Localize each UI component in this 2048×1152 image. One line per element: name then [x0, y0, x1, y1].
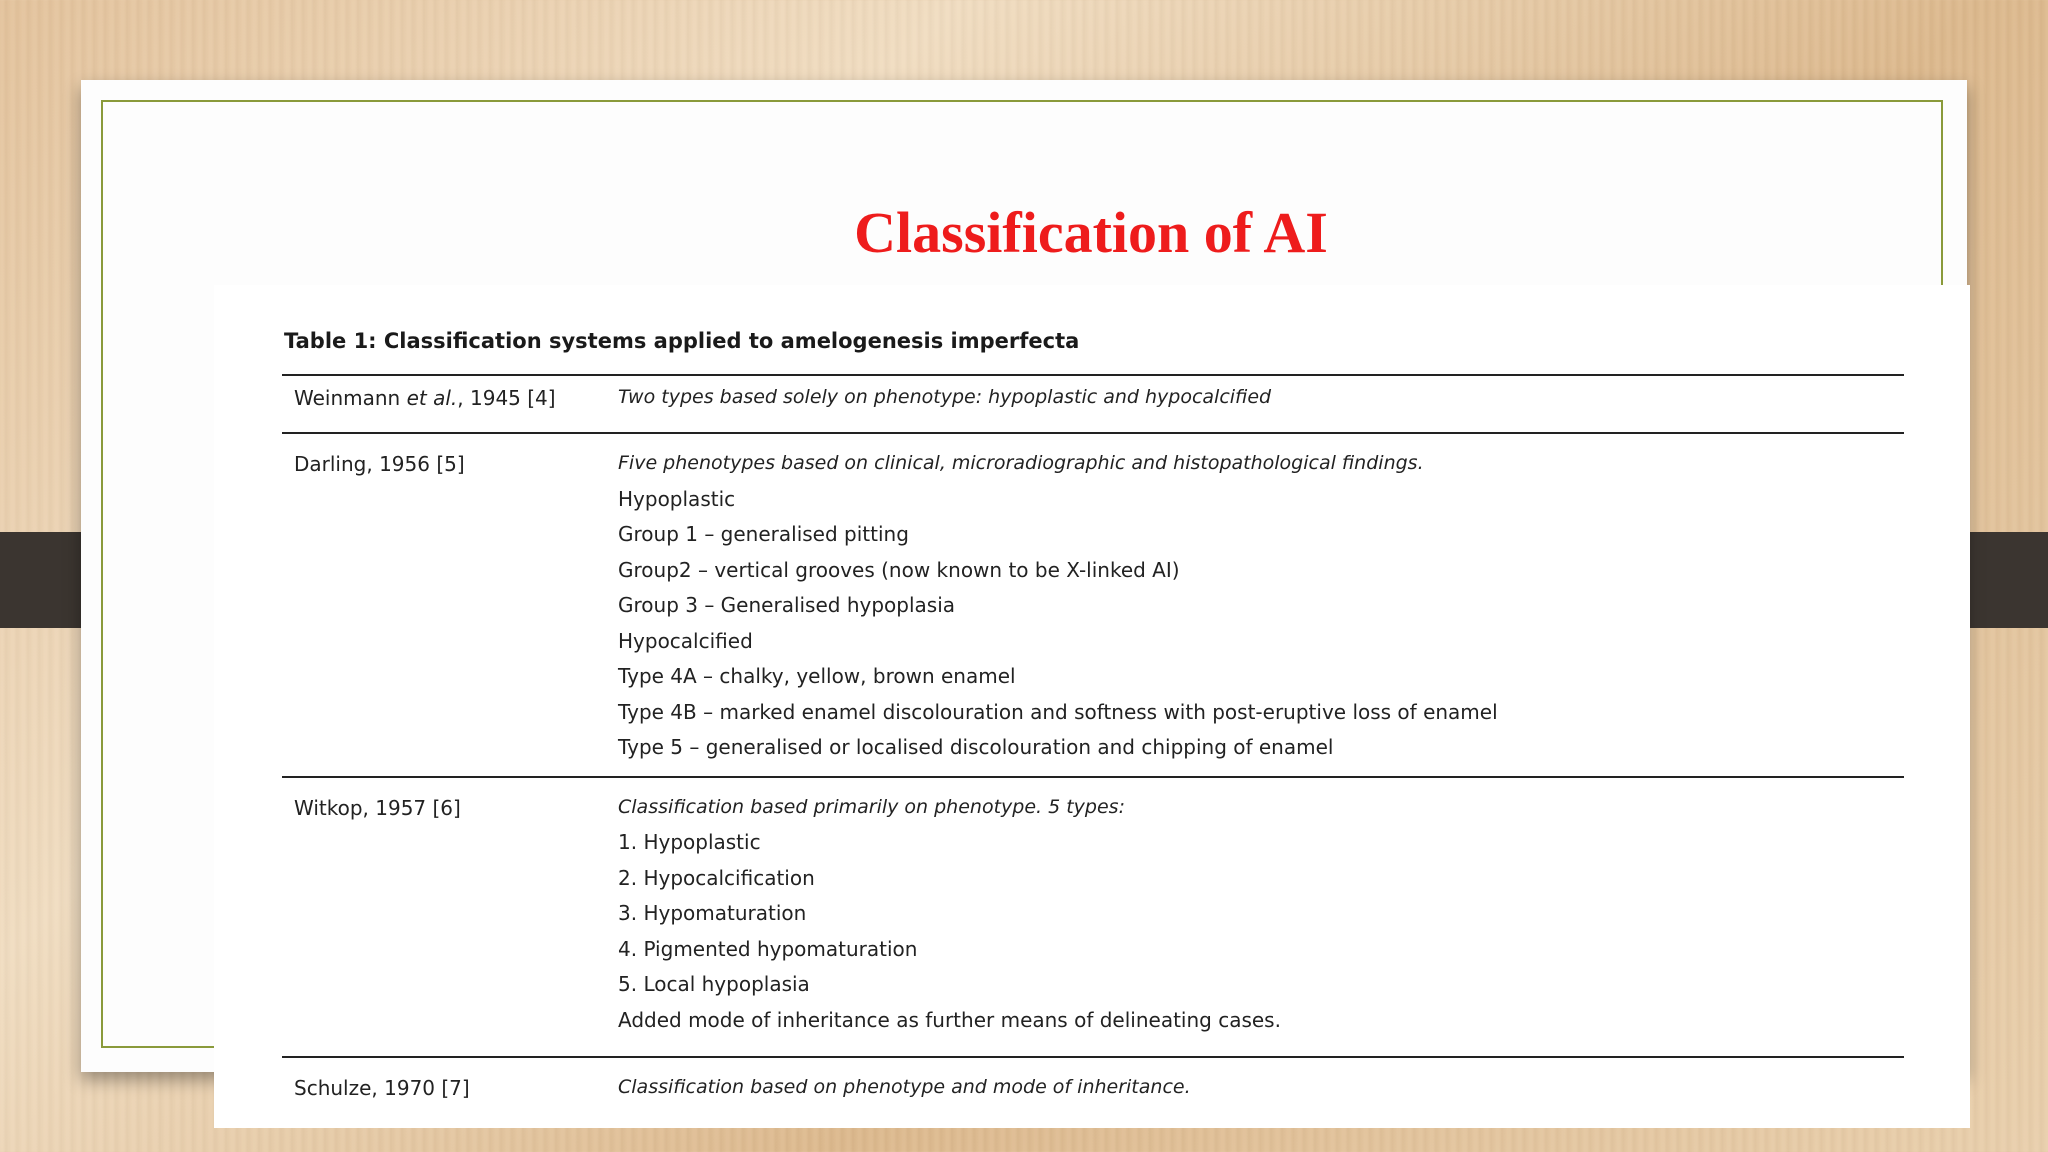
row-line: Hypoplastic: [618, 486, 736, 511]
row-reference: Weinmann et al., 1945 [4]: [294, 386, 556, 410]
row-heading: Five phenotypes based on clinical, microradiographic and histopathological findings.: [618, 452, 1424, 474]
row-line: Group 1 – generalised pitting: [618, 522, 909, 546]
table-caption: Table 1: Classification systems applied to amelogenesis imperfecta: [284, 329, 1080, 353]
row-description: [618, 1070, 1904, 1106]
slide-card: [81, 80, 1967, 1100]
row-line: Hypocalcified: [618, 628, 753, 653]
row-reference: Witkop, 1957 [6]: [294, 795, 461, 820]
row-heading: Two types based solely on phenotype: hypoplastic and hypocalcified: [618, 386, 1272, 408]
row-line: Type 4A – chalky, yellow, brown enamel: [618, 664, 1016, 688]
row-line: Type 4B – marked enamel discolouration and softness with post-eruptive loss of enamel: [618, 699, 1498, 724]
row-heading: Classification based on phenotype and mode of inheritance.: [618, 1076, 1191, 1098]
row-line: Type 5 – generalised or localised discolouration and chipping of enamel: [618, 735, 1334, 759]
row-heading: Classification based primarily on phenotype. 5 types:: [618, 795, 1125, 818]
row-line: 2. Hypocalcification: [618, 865, 815, 890]
row-line: Group2 – vertical grooves (now known to be X-linked AI): [618, 557, 1180, 582]
row-line: 1. Hypoplastic: [618, 830, 761, 854]
table-row: [282, 1058, 1904, 1112]
table-row: [282, 376, 1904, 434]
row-line: 4. Pigmented hypomaturation: [618, 936, 918, 961]
row-line: Added mode of inheritance as further means of delineating cases.: [618, 1007, 1281, 1032]
table-image: [214, 285, 1970, 1128]
table-row: [282, 778, 1904, 1059]
row-reference: Schulze, 1970 [7]: [294, 1076, 470, 1100]
classification-table: [282, 374, 1904, 1112]
row-reference: Darling, 1956 [5]: [294, 452, 465, 476]
table-row: [282, 434, 1904, 778]
row-line: Group 3 – Generalised hypoplasia: [618, 593, 956, 617]
row-line: 3. Hypomaturation: [618, 901, 807, 925]
slide-title: Classification of AI: [854, 200, 1328, 265]
row-description: [618, 446, 1904, 766]
row-line: 5. Local hypoplasia: [618, 972, 810, 996]
row-description: [618, 380, 1904, 416]
row-description: [618, 790, 1904, 1039]
